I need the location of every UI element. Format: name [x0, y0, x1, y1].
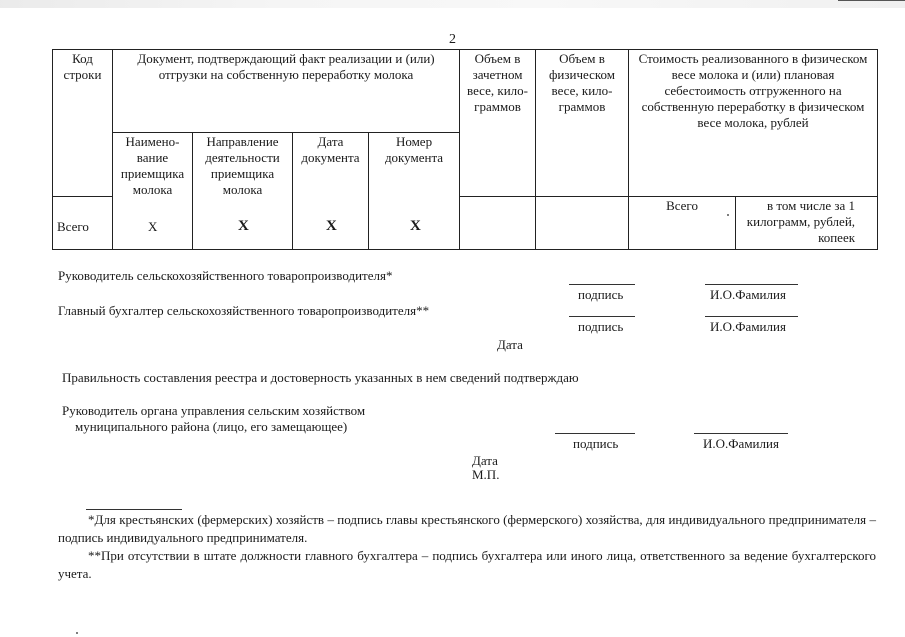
- header-physical-weight: Объем в физическом весе, кило-граммов: [536, 50, 629, 197]
- scan-edge: [0, 0, 905, 8]
- totals-label: Всего: [57, 219, 89, 234]
- scan-edge-line: [838, 0, 905, 1]
- seal-label: М.П.: [472, 467, 500, 482]
- chief-accountant-label: Главный бухгалтер сельскохозяйственного товаропроизводителя**: [58, 303, 430, 318]
- footnote-separator: [86, 509, 182, 510]
- name-line: [705, 284, 798, 285]
- totals-x-date: X: [326, 218, 337, 234]
- footnote-1: *Для крестьянских (фермерских) хозяйств – подпись главы крестьянского (фермерского) хозяйства, для индивидуального предпринимателя – подпись индивидуального предпринимателя.: [58, 512, 876, 545]
- scan-speck: [727, 214, 729, 216]
- scan-speck: [76, 632, 78, 634]
- header-code: Код строки: [53, 50, 113, 197]
- header-cost: Стоимость реализованного в физическом весе молока и (или) плановая себестоимость отгруженного на собственную переработку в физическом весе молока, рублей: [629, 50, 878, 133]
- cell-physical-blank: [536, 196, 629, 249]
- cell-credit-blank: [460, 196, 536, 249]
- subheader-number: Номер документа: [369, 132, 460, 249]
- head-producer-label: Руководитель сельскохозяйственного товаропроизводителя*: [58, 268, 393, 283]
- page-number: 2: [449, 32, 456, 47]
- date-label: Дата: [472, 453, 498, 468]
- header-document: Документ, подтверждающий факт реализации и (или) отгрузки на собственную переработку молока: [113, 50, 460, 133]
- signature-caption: подпись: [578, 319, 624, 334]
- signature-caption: подпись: [573, 436, 619, 451]
- subheader-name: Наимено-вание приемщика молока: [113, 132, 193, 249]
- confirm-text: Правильность составления реестра и достоверность указанных в нем сведений подтверждаю: [62, 370, 579, 385]
- totals-x-direction: X: [238, 218, 249, 234]
- subheader-date: Дата документа: [293, 132, 369, 249]
- totals-x-name: X: [148, 219, 158, 234]
- header-credit-weight: Объем в зачетном весе, кило-граммов: [460, 50, 536, 197]
- date-label: Дата: [497, 337, 523, 352]
- subheader-direction: Направление деятельности приемщика молока: [193, 132, 293, 249]
- header-cost-continuation: [629, 132, 878, 196]
- name-caption: И.О.Фамилия: [710, 287, 786, 302]
- name-caption: И.О.Фамилия: [703, 436, 779, 451]
- head-agency-line1: Руководитель органа управления сельским хозяйством: [62, 403, 366, 418]
- totals-x-number: X: [410, 218, 421, 234]
- name-line: [705, 316, 798, 317]
- signature-line: [555, 433, 635, 434]
- subheader-per-kg: в том числе за 1 килограмм, рублей, копеек: [736, 196, 878, 249]
- register-table: [52, 49, 878, 250]
- head-agency-line2: муниципального района (лицо, его замещающее): [75, 419, 348, 434]
- signature-caption: подпись: [578, 287, 624, 302]
- subheader-total: Всего: [629, 196, 736, 249]
- signature-line: [569, 316, 635, 317]
- name-caption: И.О.Фамилия: [710, 319, 786, 334]
- footnote-2: **При отсутствии в штате должности главного бухгалтера – подпись бухгалтера или иного лица, ответственного за ведение бухгалтерского учета.: [58, 548, 876, 581]
- name-line: [694, 433, 788, 434]
- signature-line: [569, 284, 635, 285]
